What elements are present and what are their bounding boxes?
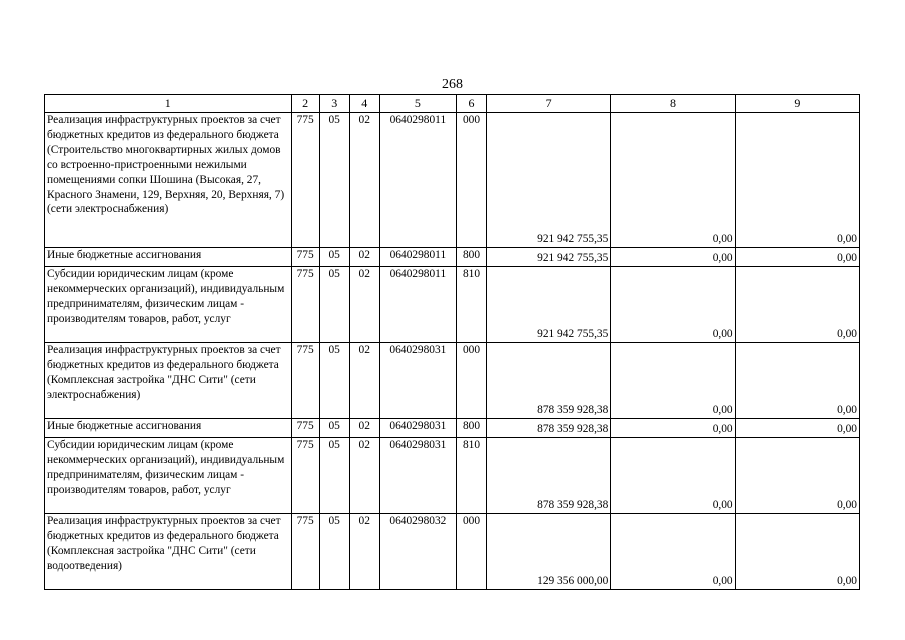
code-cell: 775: [291, 113, 319, 248]
item-name: Субсидии юридическим лицам (кроме некоммерческих организаций), индивидуальным предпринимателям, физическим лицам - производителям товаров, работ, услуг: [45, 267, 292, 343]
code-cell: 775: [291, 267, 319, 343]
code-cell: 0640298031: [379, 419, 456, 438]
column-header: 9: [735, 95, 859, 113]
column-header: 4: [349, 95, 379, 113]
code-cell: 810: [456, 267, 486, 343]
table-row: [45, 267, 860, 343]
table-row: [45, 113, 860, 248]
code-cell: 000: [456, 514, 486, 590]
amount-cell: 129 356 000,00: [487, 514, 611, 590]
column-header: 1: [45, 95, 292, 113]
code-cell: 05: [319, 514, 349, 590]
table-row: [45, 248, 860, 267]
item-name: Реализация инфраструктурных проектов за счет бюджетных кредитов из федерального бюджета (Строительство многоквартирных жилых домов со встроенно-пристроенными нежилыми помещениями сопки Шошина (Высокая, 27, Красного Знамени, 129, Верхняя, 20, Верхняя, 7) (сети электроснабжения): [45, 113, 292, 248]
page-number: 268: [442, 77, 463, 92]
code-cell: 02: [349, 113, 379, 248]
table-header-row: [45, 95, 860, 113]
code-cell: 0640298032: [379, 514, 456, 590]
table-row: [45, 343, 860, 419]
code-cell: 05: [319, 267, 349, 343]
column-header: 8: [611, 95, 735, 113]
code-cell: 0640298011: [379, 248, 456, 267]
code-cell: 05: [319, 419, 349, 438]
code-cell: 800: [456, 419, 486, 438]
code-cell: 02: [349, 267, 379, 343]
amount-cell: 0,00: [611, 419, 735, 438]
code-cell: 0640298031: [379, 343, 456, 419]
code-cell: 0640298011: [379, 113, 456, 248]
column-header: 7: [487, 95, 611, 113]
column-header: 3: [319, 95, 349, 113]
amount-cell: 0,00: [611, 343, 735, 419]
code-cell: 800: [456, 248, 486, 267]
amount-cell: 0,00: [735, 514, 859, 590]
budget-table: [44, 94, 860, 590]
amount-cell: 0,00: [735, 113, 859, 248]
code-cell: 02: [349, 438, 379, 514]
item-name: Реализация инфраструктурных проектов за счет бюджетных кредитов из федерального бюджета (Комплексная застройка "ДНС Сити" (сети водоотведения): [45, 514, 292, 590]
code-cell: 02: [349, 419, 379, 438]
amount-cell: 878 359 928,38: [487, 343, 611, 419]
code-cell: 810: [456, 438, 486, 514]
amount-cell: 921 942 755,35: [487, 267, 611, 343]
code-cell: 0640298011: [379, 267, 456, 343]
amount-cell: 0,00: [611, 248, 735, 267]
amount-cell: 0,00: [735, 438, 859, 514]
amount-cell: 878 359 928,38: [487, 438, 611, 514]
item-name: Иные бюджетные ассигнования: [45, 248, 292, 267]
amount-cell: 0,00: [735, 343, 859, 419]
amount-cell: 0,00: [735, 419, 859, 438]
code-cell: 02: [349, 343, 379, 419]
code-cell: 775: [291, 514, 319, 590]
column-header: 2: [291, 95, 319, 113]
amount-cell: 0,00: [735, 248, 859, 267]
amount-cell: 0,00: [735, 267, 859, 343]
amount-cell: 0,00: [611, 438, 735, 514]
code-cell: 775: [291, 438, 319, 514]
table-row: [45, 419, 860, 438]
amount-cell: 0,00: [611, 514, 735, 590]
amount-cell: 0,00: [611, 267, 735, 343]
item-name: Иные бюджетные ассигнования: [45, 419, 292, 438]
item-name: Субсидии юридическим лицам (кроме некоммерческих организаций), индивидуальным предпринимателям, физическим лицам - производителям товаров, работ, услуг: [45, 438, 292, 514]
amount-cell: 0,00: [611, 113, 735, 248]
code-cell: 05: [319, 113, 349, 248]
code-cell: 000: [456, 113, 486, 248]
code-cell: 000: [456, 343, 486, 419]
code-cell: 02: [349, 514, 379, 590]
table-row: [45, 514, 860, 590]
code-cell: 05: [319, 343, 349, 419]
code-cell: 775: [291, 343, 319, 419]
amount-cell: 921 942 755,35: [487, 248, 611, 267]
item-name: Реализация инфраструктурных проектов за счет бюджетных кредитов из федерального бюджета (Комплексная застройка "ДНС Сити" (сети электроснабжения): [45, 343, 292, 419]
amount-cell: 878 359 928,38: [487, 419, 611, 438]
code-cell: 775: [291, 248, 319, 267]
code-cell: 05: [319, 438, 349, 514]
code-cell: 02: [349, 248, 379, 267]
code-cell: 0640298031: [379, 438, 456, 514]
column-header: 5: [379, 95, 456, 113]
code-cell: 05: [319, 248, 349, 267]
column-header: 6: [456, 95, 486, 113]
amount-cell: 921 942 755,35: [487, 113, 611, 248]
table-row: [45, 438, 860, 514]
code-cell: 775: [291, 419, 319, 438]
